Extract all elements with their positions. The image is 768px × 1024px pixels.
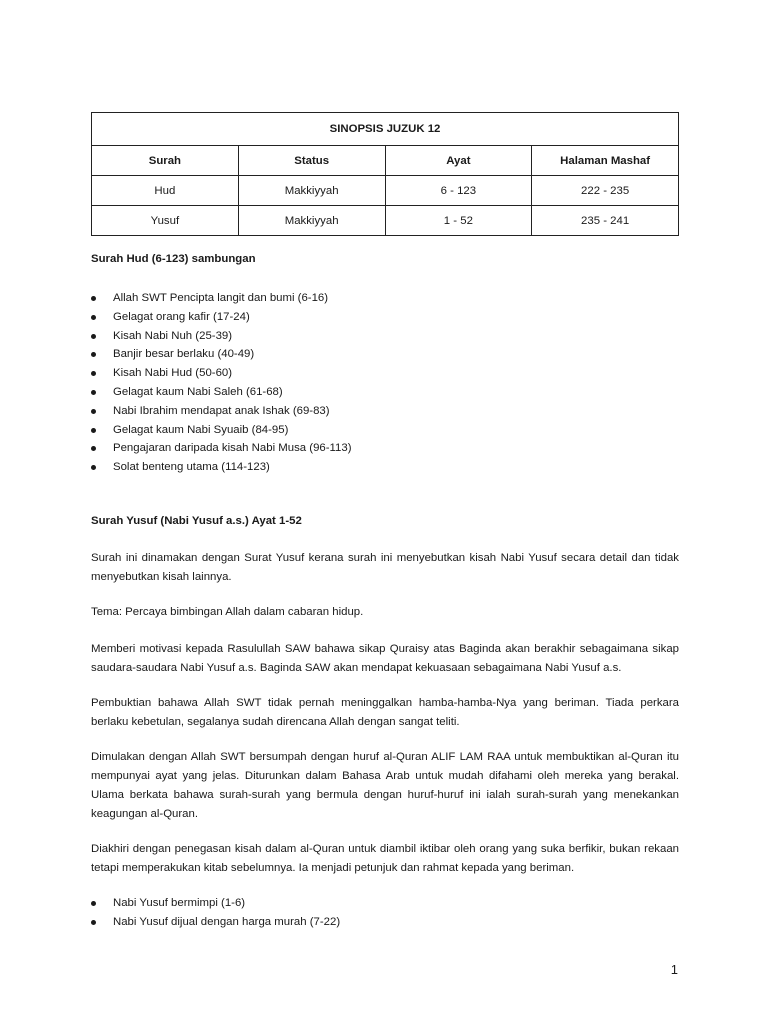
table-row — [92, 176, 679, 206]
bullet-icon — [91, 920, 96, 925]
list-item: Nabi Yusuf dijual dengan harga murah (7-22) — [91, 913, 679, 932]
bullet-icon — [91, 334, 96, 339]
cell-halaman: 235 - 241 — [532, 206, 679, 236]
paragraph: Pembuktian bahawa Allah SWT tidak pernah meninggalkan hamba-hamba-Nya yang beriman. Tiada perkara berlaku kebetulan, segalanya sudah direncana Allah dengan sangat teliti. — [91, 697, 679, 728]
paragraph: Dimulakan dengan Allah SWT bersumpah dengan huruf al-Quran ALIF LAM RAA untuk membuktikan al-Quran itu mempunyai ayat yang jelas. Diturunkan dalam Bahasa Arab untuk mudah difahami oleh mereka yang berakal. Ulama berkata bahawa surah-surah yang bermula dengan huruf-huruf ini ialah surah-surah yang menekankan keagungan al-Quran. — [91, 751, 679, 820]
header-ayat: Ayat — [385, 146, 532, 176]
list-item: Kisah Nabi Hud (50-60) — [91, 364, 679, 383]
cell-halaman: 222 - 235 — [532, 176, 679, 206]
table-title: SINOPSIS JUZUK 12 — [92, 113, 679, 146]
header-status: Status — [238, 146, 385, 176]
cell-ayat: 1 - 52 — [385, 206, 532, 236]
yusuf-list — [91, 894, 679, 932]
bullet-icon — [91, 428, 96, 433]
synopsis-table — [91, 112, 679, 236]
cell-ayat: 6 - 123 — [385, 176, 532, 206]
paragraph: Tema: Percaya bimbingan Allah dalam cabaran hidup. — [91, 606, 364, 618]
bullet-icon — [91, 296, 96, 301]
bullet-icon — [91, 409, 96, 414]
page-number: 1 — [670, 962, 678, 977]
paragraph: Memberi motivasi kepada Rasulullah SAW bahawa sikap Quraisy atas Baginda akan berakhir sebagaimana sikap saudara-saudara Nabi Yusuf a.s. Baginda SAW akan mendapat kekuasaan sebagaimana Nabi Yusuf a.s. — [91, 643, 679, 674]
header-surah: Surah — [92, 146, 239, 176]
bullet-icon — [91, 371, 96, 376]
table-row — [92, 206, 679, 236]
bullet-icon — [91, 390, 96, 395]
cell-status: Makkiyyah — [238, 206, 385, 236]
bullet-icon — [91, 465, 96, 470]
yusuf-heading: Surah Yusuf (Nabi Yusuf a.s.) Ayat 1-52 — [91, 515, 302, 527]
hud-list — [91, 289, 679, 477]
list-item: Pengajaran daripada kisah Nabi Musa (96-113) — [91, 439, 679, 458]
bullet-icon — [91, 352, 96, 357]
list-item: Gelagat kaum Nabi Saleh (61-68) — [91, 383, 679, 402]
cell-surah: Yusuf — [92, 206, 239, 236]
list-item: Gelagat kaum Nabi Syuaib (84-95) — [91, 421, 679, 440]
list-item: Banjir besar berlaku (40-49) — [91, 345, 679, 364]
hud-heading: Surah Hud (6-123) sambungan — [91, 253, 256, 265]
bullet-icon — [91, 315, 96, 320]
list-item: Nabi Ibrahim mendapat anak Ishak (69-83) — [91, 402, 679, 421]
bullet-icon — [91, 901, 96, 906]
header-halaman-mashaf: Halaman Mashaf — [532, 146, 679, 176]
cell-status: Makkiyyah — [238, 176, 385, 206]
list-item: Gelagat orang kafir (17-24) — [91, 308, 679, 327]
list-item: Allah SWT Pencipta langit dan bumi (6-16) — [91, 289, 679, 308]
paragraph: Surah ini dinamakan dengan Surat Yusuf kerana surah ini menyebutkan kisah Nabi Yusuf secara detail dan tidak menyebutkan kisah lainnya. — [91, 552, 679, 583]
list-item: Kisah Nabi Nuh (25-39) — [91, 327, 679, 346]
list-item: Nabi Yusuf bermimpi (1-6) — [91, 894, 679, 913]
paragraph: Diakhiri dengan penegasan kisah dalam al-Quran untuk diambil iktibar oleh orang yang suka berfikir, bukan rekaan tetapi memperakukan kitab sebelumnya. Ia menjadi petunjuk dan rahmat kepada yang beriman. — [91, 843, 679, 874]
list-item: Solat benteng utama (114-123) — [91, 458, 679, 477]
cell-surah: Hud — [92, 176, 239, 206]
bullet-icon — [91, 446, 96, 451]
